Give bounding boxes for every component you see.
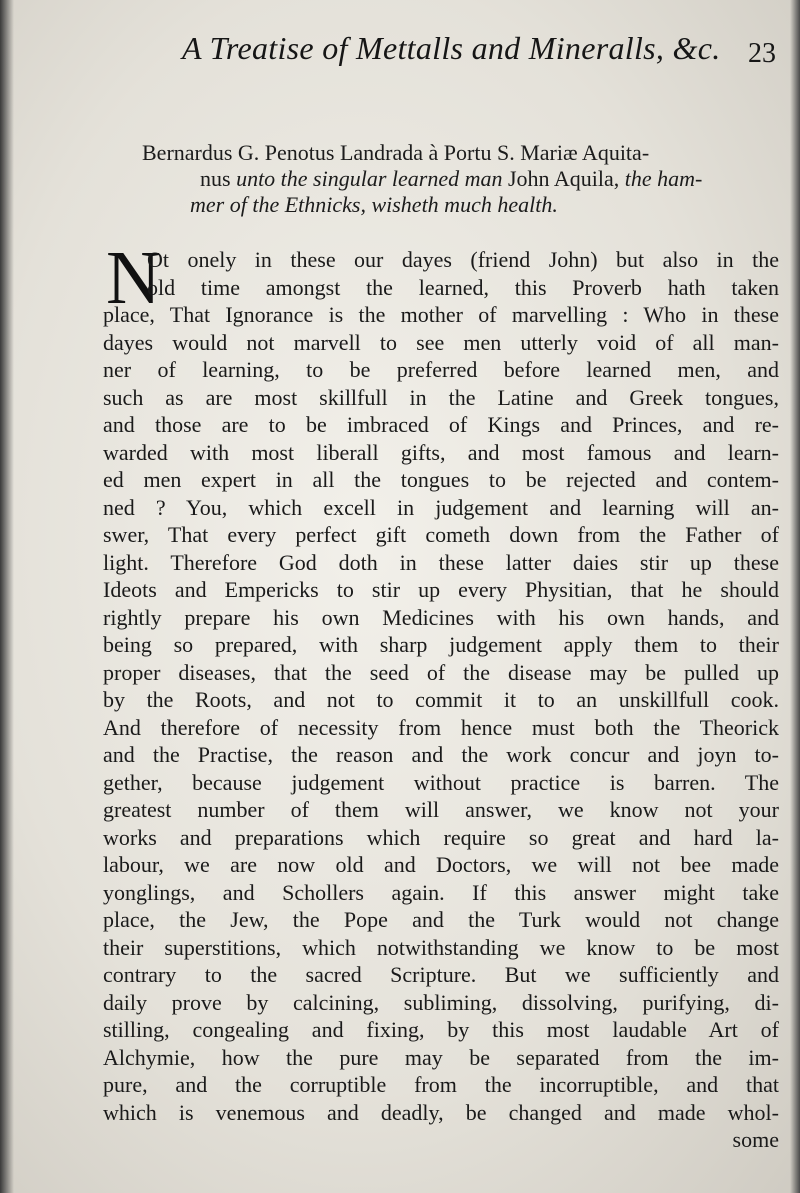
text-line: works and preparations which require so great and hard la-	[103, 824, 779, 850]
drop-capital: N	[106, 236, 161, 320]
text-line: by the Roots, and not to commit it to an unskillfull cook.	[103, 687, 779, 712]
dedication-line-2: nus unto the singular learned man John Aquila, the ham-	[200, 166, 703, 191]
text-line: swer, That every perfect gift cometh down from the Father of	[103, 522, 779, 547]
text-line: old time amongst the learned, this Proverb hath taken	[147, 274, 779, 300]
text-line: light. Therefore God doth in these latter daies stir up these	[103, 549, 779, 575]
text-line: and those are to be imbraced of Kings and Princes, and re-	[103, 412, 779, 437]
text-line: Ideots and Empericks to stir up every Physitian, that he should	[103, 577, 779, 602]
page-shadow-right	[790, 0, 800, 1193]
text-line: yonglings, and Schollers again. If this answer might take	[103, 879, 779, 905]
text-line: stilling, congealing and fixing, by this most laudable Art of	[103, 1017, 779, 1042]
catchword: some	[732, 1127, 779, 1152]
running-title: A Treatise of Mettalls and Mineralls, &c.	[182, 30, 721, 66]
text-line: Ot onely in these our dayes (friend John) but also in the	[147, 247, 779, 272]
text-line: ner of learning, to be preferred before learned men, and	[103, 357, 779, 382]
text-line: greatest number of them will answer, we know not your	[103, 797, 779, 822]
body-text	[103, 246, 779, 1154]
text-line: their superstitions, which notwithstanding we know to be most	[103, 934, 779, 960]
text-line: which is venemous and deadly, be changed and made whol-	[103, 1099, 779, 1125]
dedication-heading	[142, 140, 782, 218]
text-line: And therefore of necessity from hence must both the Theorick	[103, 714, 779, 740]
page-shadow-left	[0, 0, 14, 1193]
text-line: ned ? You, which excell in judgement and learning will an-	[103, 494, 779, 520]
text-line: labour, we are now old and Doctors, we will not bee made	[103, 852, 779, 877]
text-line: being so prepared, with sharp judgement apply them to their	[103, 632, 779, 657]
text-line: pure, and the corruptible from the incorruptible, and that	[103, 1072, 779, 1097]
text-line: contrary to the sacred Scripture. But we sufficiently and	[103, 962, 779, 987]
text-line: ed men expert in all the tongues to be rejected and contem-	[103, 467, 779, 492]
text-line: daily prove by calcining, subliming, dissolving, purifying, di-	[103, 989, 779, 1015]
text-line: rightly prepare his own Medicines with his own hands, and	[103, 604, 779, 630]
text-line: such as are most skillfull in the Latine and Greek tongues,	[103, 384, 779, 410]
text-line: place, That Ignorance is the mother of marvelling : Who in these	[103, 302, 779, 327]
text-line: Alchymie, how the pure may be separated from the im-	[103, 1044, 779, 1070]
page-number: 23	[748, 38, 776, 69]
text-line: proper diseases, that the seed of the disease may be pulled up	[103, 659, 779, 685]
text-line: gether, because judgement without practice is barren. The	[103, 769, 779, 795]
text-line: place, the Jew, the Pope and the Turk would not change	[103, 907, 779, 932]
text-line: and the Practise, the reason and the work concur and joyn to-	[103, 742, 779, 767]
dedication-line-1: Bernardus G. Penotus Landrada à Portu S. Mariæ Aquita-	[142, 140, 650, 165]
text-line: dayes would not marvell to see men utterly void of all man-	[103, 329, 779, 355]
text-line: warded with most liberall gifts, and most famous and learn-	[103, 439, 779, 465]
dedication-line-3: mer of the Ethnicks, wisheth much health.	[190, 192, 558, 217]
